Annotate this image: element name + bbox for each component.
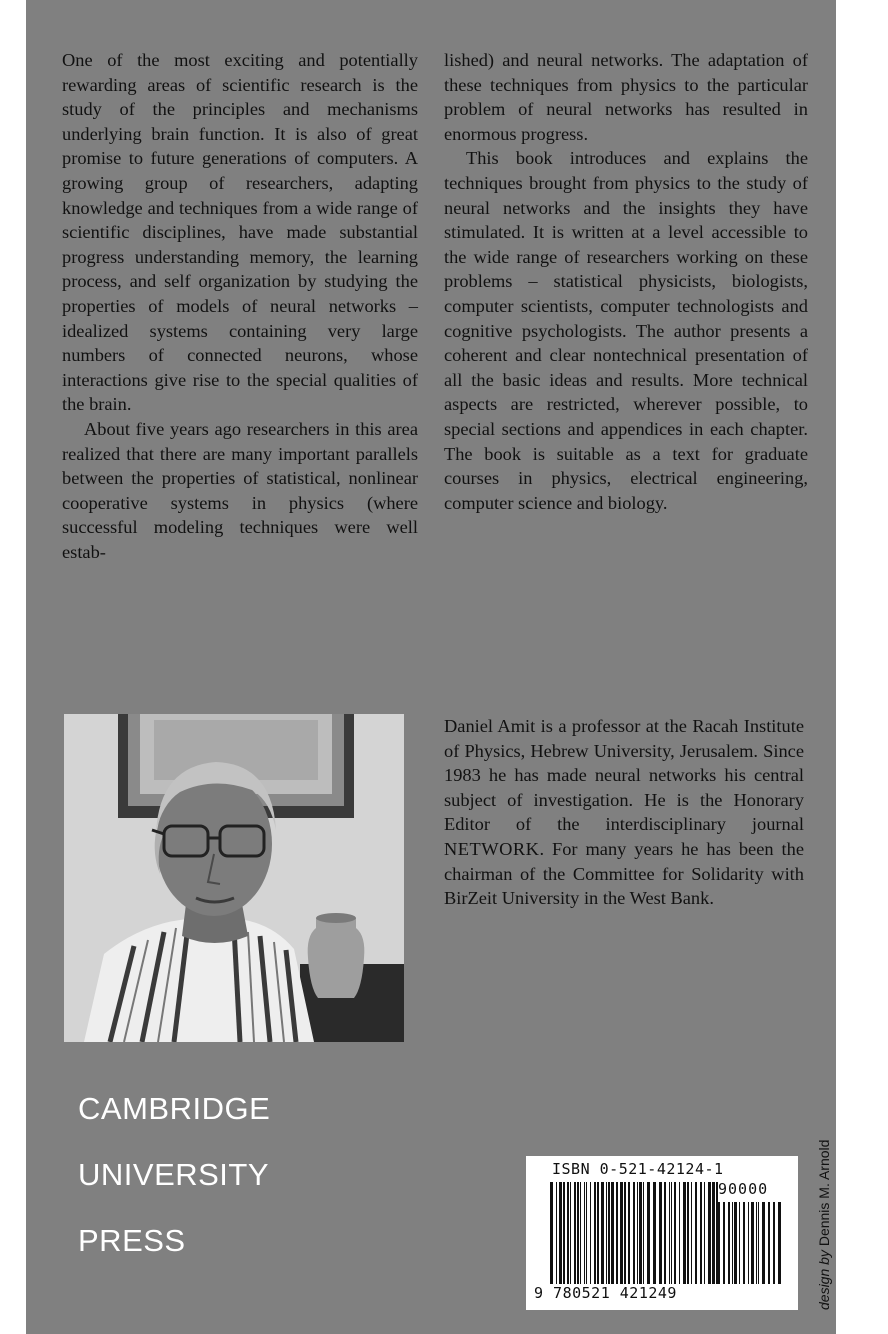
- barcode-label: [526, 1156, 798, 1310]
- journal-name: NETWORK: [444, 838, 540, 859]
- publisher-logo: [78, 1076, 270, 1274]
- publisher-line-3: PRESS: [78, 1223, 186, 1258]
- blurb-left-column: [62, 48, 418, 564]
- author-bio: [444, 714, 804, 911]
- isbn-number: ISBN 0-521-42124-1: [552, 1160, 724, 1178]
- blurb-paragraph-3: This book introduces and explains the techniques brought from physics to the study of neural networks and the insights they have stimulated. It is written at a level accessible to the wide range of researchers working on these problems – statistical physicists, biologists, computer scientists, computer technologists and cognitive psychologists. The author presents a coherent and clear nontechnical presentation of all the basic ideas and results. More technical aspects are restricted, wherever possible, to special sections and appendices in each chapter. The book is suitable as a text for graduate courses in physics, electrical engineering, computer science and biology.: [444, 148, 808, 513]
- bio-text-end: . For many years he has been the chairman of the Committee for Solidarity with BirZeit University in the West Bank.: [444, 838, 804, 909]
- publisher-line-2: UNIVERSITY: [78, 1157, 270, 1192]
- publisher-line-1: CAMBRIDGE: [78, 1091, 271, 1126]
- blurb-paragraph-1: One of the most exciting and potentially rewarding areas of scientific research is the study of the principles and mechanisms underlying brain function. It is also of great promise to future generations of computers. A growing group of researchers, adapting knowledge and techniques from a wide range of scientific disciplines, have made substantial progress understanding memory, the learning process, and self organization by studying the properties of models of neural networks – idealized systems containing very large numbers of connected neurons, whose interactions give rise to the special qualities of the brain.: [62, 50, 418, 415]
- ean-barcode: [550, 1182, 730, 1284]
- blurb-right-column: [444, 48, 808, 515]
- ean-number: 9 780521 421249: [534, 1284, 677, 1302]
- design-credit: [816, 1140, 832, 1310]
- back-cover: [26, 0, 836, 1334]
- blurb-paragraph-2-continued: lished) and neural networks. The adaptation of these techniques from physics to the particular problem of neural networks has resulted in enormous progress.: [444, 50, 808, 144]
- author-photo: [64, 714, 404, 1042]
- designer-name: Dennis M. Arnold: [816, 1139, 832, 1247]
- author-portrait-image: [64, 714, 404, 1042]
- bio-text-start: Daniel Amit is a professor at the Racah Institute of Physics, Hebrew University, Jerusalem. Since 1983 he has made neural networks his central subject of investigation. He is the Honorary Editor of the interdisciplinary journal: [444, 716, 804, 835]
- design-credit-label: design by: [816, 1250, 832, 1310]
- price-code: 90000: [718, 1180, 769, 1198]
- price-addon-barcode: [718, 1202, 788, 1284]
- blurb-paragraph-2: About five years ago researchers in this area realized that there are many important parallels between the properties of statistical, nonlinear cooperative systems in physics (where successful modeling techniques were well estab-: [62, 418, 418, 562]
- author-bio-paragraph: [444, 714, 804, 911]
